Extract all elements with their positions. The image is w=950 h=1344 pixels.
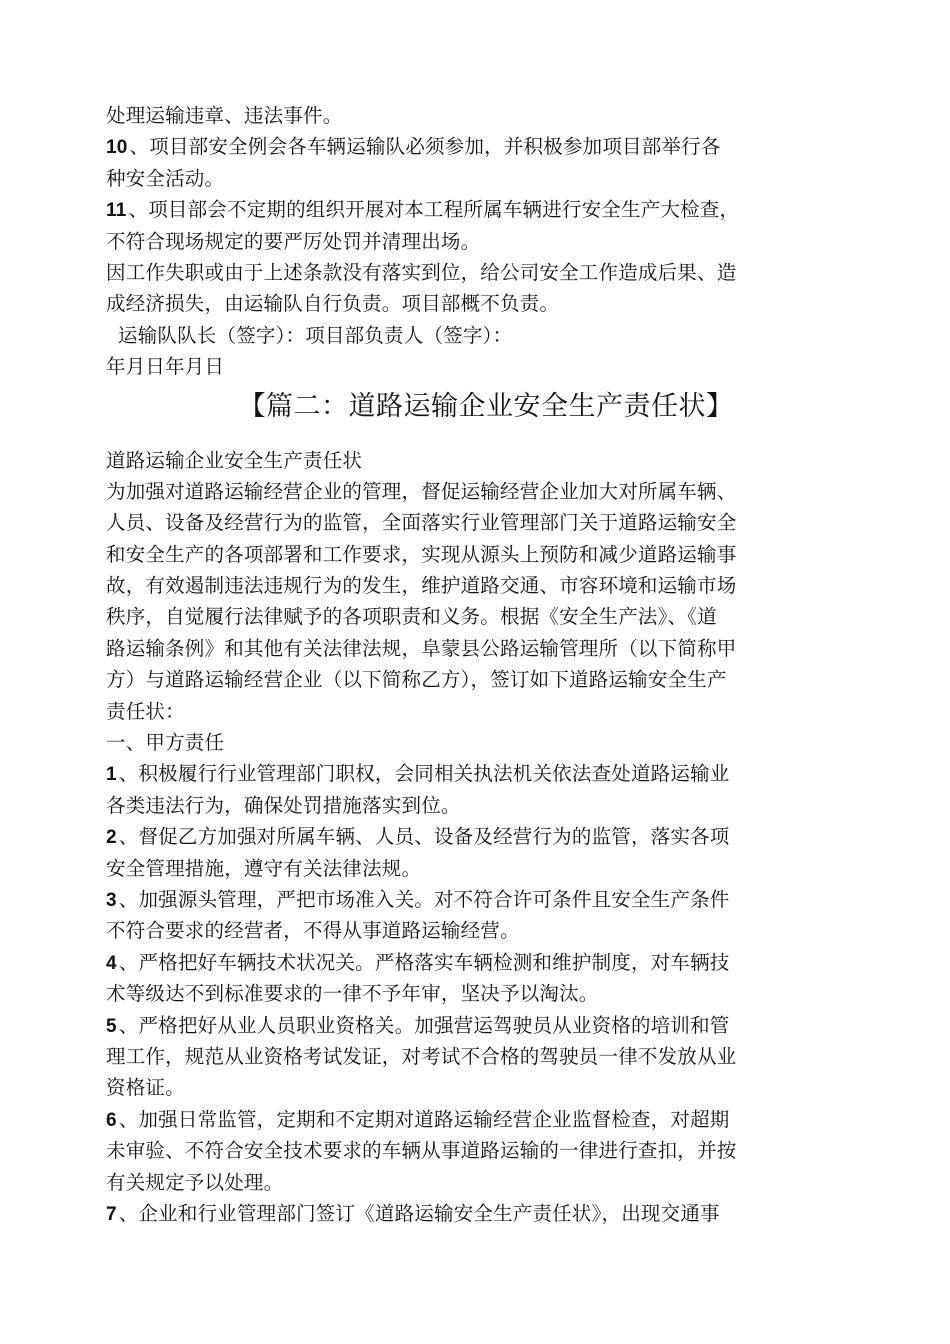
- document-title: 道路运输企业安全生产责任状: [106, 448, 363, 472]
- intro-line: 为加强对道路运输经营企业的管理，督促运输经营企业加大对所属车辆、: [106, 479, 737, 503]
- intro-line: 和安全生产的各项部署和工作要求，实现从源头上预防和减少道路运输事: [106, 542, 737, 566]
- party-a-heading: 一、甲方责任: [106, 731, 225, 755]
- clause-line: [106, 1104, 866, 1135]
- clause-text: 、项目部安全例会各车辆运输队必须参加，并积极参加项目部举行各: [129, 135, 721, 159]
- clause-number: 11: [106, 200, 127, 222]
- clause-line: [106, 1010, 866, 1041]
- intro-line: 人员、设备及经营行为的监管，全面落实行业管理部门关于道路运输安全: [106, 511, 737, 535]
- clause-line: [106, 1198, 866, 1229]
- intro-line: 秩序，自觉履行法律赋予的各项职责和义务。根据《安全生产法》、《道: [106, 605, 717, 629]
- clause-text: 、严格把好车辆技术状况关。严格落实车辆检测和维护制度，对车辆技: [118, 950, 730, 974]
- document-page: [106, 100, 866, 1229]
- clause-line: 术等级达不到标准要求的一律不予年审，坚决予以淘汰。: [106, 982, 599, 1006]
- clause-6: [106, 1104, 866, 1198]
- clause-number: 10: [106, 137, 128, 159]
- clause-10-line-2: 种安全活动。: [106, 166, 225, 190]
- clause-number: 2: [106, 827, 117, 849]
- clause-text: 、督促乙方加强对所属车辆、人员、设备及经营行为的监管，落实各项: [118, 825, 730, 849]
- clause-number: 7: [106, 1203, 117, 1225]
- intro-line: 故，有效遏制违法违规行为的发生，维护道路交通、市容环境和运输市场: [106, 574, 737, 598]
- liability-note-line-2: 成经济损失，由运输队自行负责。项目部概不负责。: [106, 292, 560, 316]
- clause-5: [106, 1010, 866, 1104]
- clause-1: [106, 758, 866, 821]
- clause-line: [106, 758, 866, 789]
- date-line: 年月日年月日: [106, 355, 225, 379]
- intro-paragraph: [106, 476, 866, 727]
- clause-line: 未审验、不符合安全技术要求的车辆从事道路运输的一律进行查扣，并按: [106, 1139, 737, 1163]
- clause-number: 5: [106, 1015, 117, 1037]
- clause-line: [106, 884, 866, 915]
- clause-text: 、企业和行业管理部门签订《道路运输安全生产责任状》，出现交通事: [118, 1201, 720, 1225]
- clause-line: 不符合要求的经营者，不得从事道路运输经营。: [106, 919, 520, 943]
- intro-line: 路运输条例》和其他有关法律法规，阜蒙县公路运输管理所（以下简称甲: [106, 636, 737, 660]
- clause-line: 理工作，规范从业资格考试发证，对考试不合格的驾驶员一律不发放从业: [106, 1044, 737, 1068]
- clause-11-line-2: 不符合现场规定的要严厉处罚并清理出场。: [106, 229, 481, 253]
- clause-4: [106, 947, 866, 1010]
- clause-number: 4: [106, 952, 117, 974]
- signature-line: 运输队队长（签字）：项目部负责人（签字）：: [118, 323, 513, 347]
- clause-text: 、加强源头管理，严把市场准入关。对不符合许可条件且安全生产条件: [118, 887, 730, 911]
- clause-3: [106, 884, 866, 947]
- clause-line: 有关规定予以处理。: [106, 1170, 284, 1194]
- clause-line: 安全管理措施，遵守有关法律法规。: [106, 856, 422, 880]
- clause-number: 1: [106, 764, 117, 786]
- clause-10-line-1: [106, 131, 866, 162]
- clause-line: 各类违法行为，确保处罚措施落实到位。: [106, 793, 461, 817]
- clause-7: [106, 1198, 866, 1229]
- clause-text: 、加强日常监管，定期和不定期对道路运输经营企业监督检查，对超期: [118, 1107, 730, 1131]
- liability-note-line-1: 因工作失职或由于上述条款没有落实到位，给公司安全工作造成后果、造: [106, 260, 737, 284]
- clause-line: [106, 821, 866, 852]
- clause-text: 、项目部会不定期的组织开展对本工程所属车辆进行安全生产大检查，: [128, 198, 740, 222]
- intro-line: 方）与道路运输经营企业（以下简称乙方），签订如下道路运输安全生产: [106, 668, 727, 692]
- clause-number: 6: [106, 1109, 117, 1131]
- clause-text: 、积极履行行业管理部门职权，会同相关执法机关依法查处道路运输业: [118, 762, 730, 786]
- clause-11-line-1: [106, 194, 866, 225]
- text-line: 处理运输违章、违法事件。: [106, 104, 343, 127]
- clause-2: [106, 821, 866, 884]
- clause-line: [106, 947, 866, 978]
- clause-line: 资格证。: [106, 1076, 185, 1100]
- clause-number: 3: [106, 889, 117, 911]
- section-title: 【篇二：道路运输企业安全生产责任状】: [238, 390, 734, 422]
- intro-line: 责任状：: [106, 699, 185, 723]
- clause-text: 、严格把好从业人员职业资格关。加强营运驾驶员从业资格的培训和管: [118, 1013, 730, 1037]
